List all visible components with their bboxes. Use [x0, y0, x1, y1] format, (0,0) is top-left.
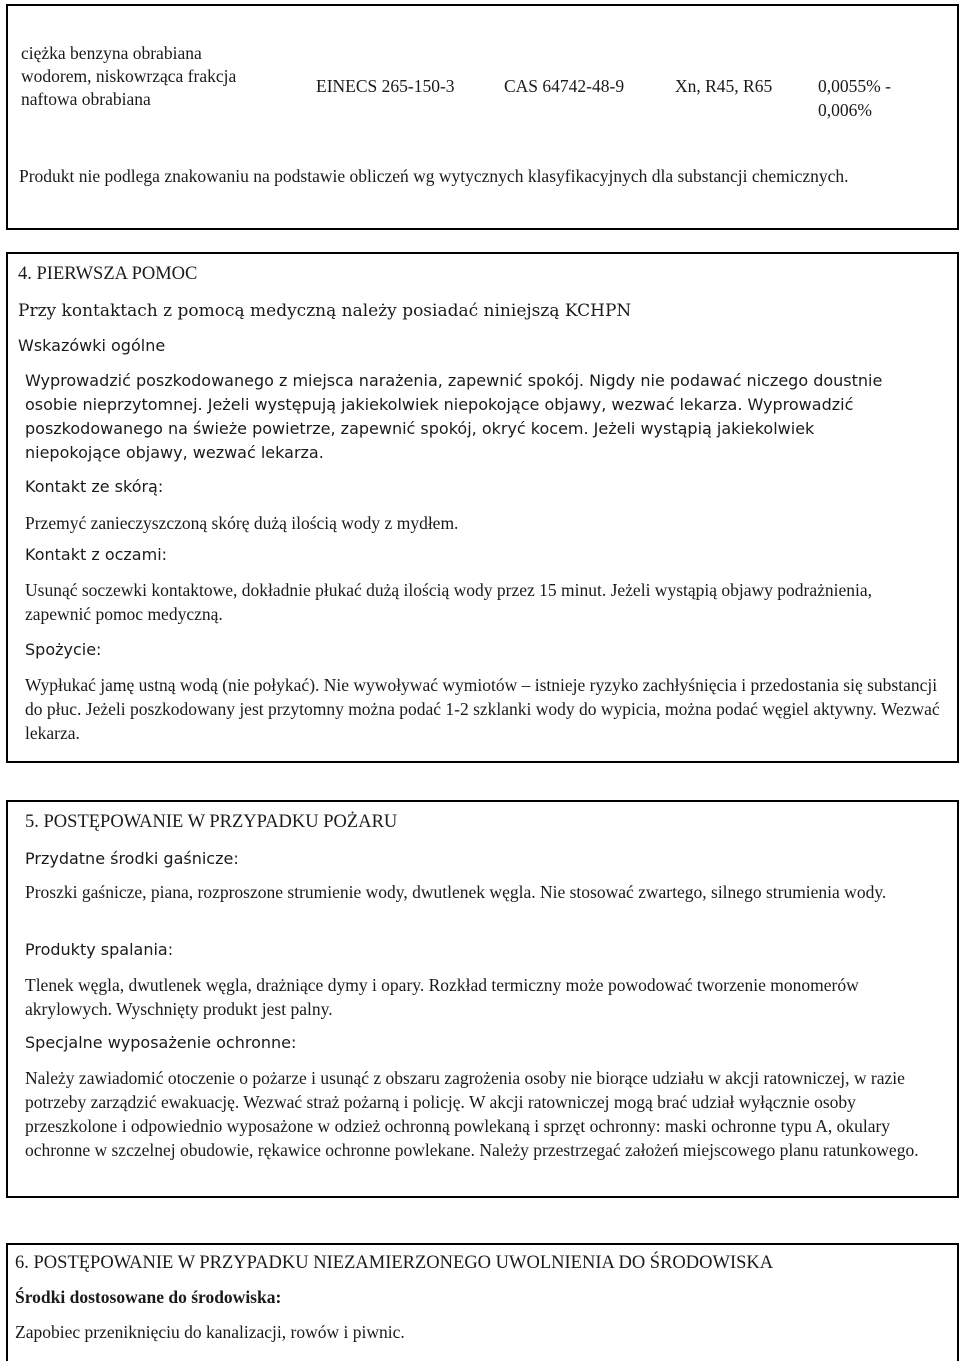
skin-text: Przemyć zanieczyszczoną skórę dużą ilością wody z mydłem.	[25, 513, 459, 533]
classification: Xn, R45, R65	[675, 76, 773, 96]
ingestion-text: Wypłukać jamę ustną wodą (nie połykać). Nie wywoływać wymiotów – istnieje ryzyko zachłyśnięcia i przedostania się substancji do płuc. Jeżeli poszkodowany jest przytomny można podać 1-2 szklanki wody do wypicia, można podać węgiel aktywny. Wezwać lekarza.	[25, 675, 940, 743]
environment-heading: Środki dostosowane do środowiska:	[15, 1287, 282, 1307]
ingredient-name: ciężka benzyna obrabiana wodorem, niskowrząca frakcja naftowa obrabiana	[21, 43, 237, 109]
environment-text: Zapobiec przeniknięciu do kanalizacji, rowów i piwnic.	[15, 1322, 405, 1342]
combustion-heading: Produkty spalania:	[25, 940, 174, 959]
composition-box	[6, 4, 959, 230]
general-heading: Wskazówki ogólne	[18, 336, 166, 355]
section-6-title: 6. POSTĘPOWANIE W PRZYPADKU NIEZAMIERZONEGO UWOLNIENIA DO ŚRODOWISKA	[15, 1253, 774, 1273]
combustion-text: Tlenek węgla, dwutlenek węgla, drażniące dymy i opary. Rozkład termiczny może powodować tworzenie monomerów akrylowych. Wyschnięty produkt jest palny.	[25, 975, 859, 1019]
equipment-heading: Specjalne wyposażenie ochronne:	[25, 1033, 297, 1052]
extinguishing-text: Proszki gaśnicze, piana, rozproszone strumienie wody, dwutlenek węgla. Nie stosować zwartego, silnego strumienia wody.	[25, 882, 887, 902]
section-5-title: 5. POSTĘPOWANIE W PRZYPADKU POŻARU	[25, 812, 398, 832]
skin-heading: Kontakt ze skórą:	[25, 477, 164, 496]
section-4-title: 4. PIERWSZA POMOC	[18, 264, 198, 284]
general-text: Wyprowadzić poszkodowanego z miejsca narażenia, zapewnić spokój. Nigdy nie podawać niczego doustnie osobie nieprzytomnej. Jeżeli występują jakiekolwiek niepokojące objawy, wezwać lekarza. Wyprowadzić poszkodowanego na świeże powietrze, zapewnić spokój, okryć kocem. Jeżeli wystąpią jakiekolwiek niepokojące objawy, wezwać lekarza.	[25, 371, 883, 462]
labeling-note: Produkt nie podlega znakowaniu na podstawie obliczeń wg wytycznych klasyfikacyjnych dla substancji chemicznych.	[19, 166, 849, 186]
section-5-box	[6, 800, 959, 1198]
eyes-heading: Kontakt z oczami:	[25, 545, 168, 564]
section-4-box	[6, 252, 959, 763]
equipment-text: Należy zawiadomić otoczenie o pożarze i usunąć z obszaru zagrożenia osoby nie biorące udziału w akcji ratowniczej, w razie potrzeby zarządzić ewakuację. Wezwać straż pożarną i policję. W akcji ratowniczej mogą brać udział wyłącznie osoby przeszkolone i odpowiednio wyposażone w odzież ochronną powlekaną i sprzęt ochronny: maski ochronne typu A, okulary ochronne w szczelnej obudowie, rękawice ochronne powlekane. Należy przestrzegać założeń miejscowego planu ratunkowego.	[25, 1068, 919, 1160]
section-6-box	[6, 1243, 959, 1361]
concentration: 0,0055% - 0,006%	[818, 76, 891, 120]
eyes-text: Usunąć soczewki kontaktowe, dokładnie płukać dużą ilością wody przez 15 minut. Jeżeli wystąpią objawy podrażnienia, zapewnić pomoc medyczną.	[25, 580, 873, 624]
extinguishing-heading: Przydatne środki gaśnicze:	[25, 849, 239, 868]
ingestion-heading: Spożycie:	[25, 640, 102, 659]
medical-notice: Przy kontaktach z pomocą medyczną należy posiadać niniejszą KCHPN	[18, 301, 632, 321]
einecs-number: EINECS 265-150-3	[316, 76, 455, 96]
cas-number: CAS 64742-48-9	[504, 76, 625, 96]
